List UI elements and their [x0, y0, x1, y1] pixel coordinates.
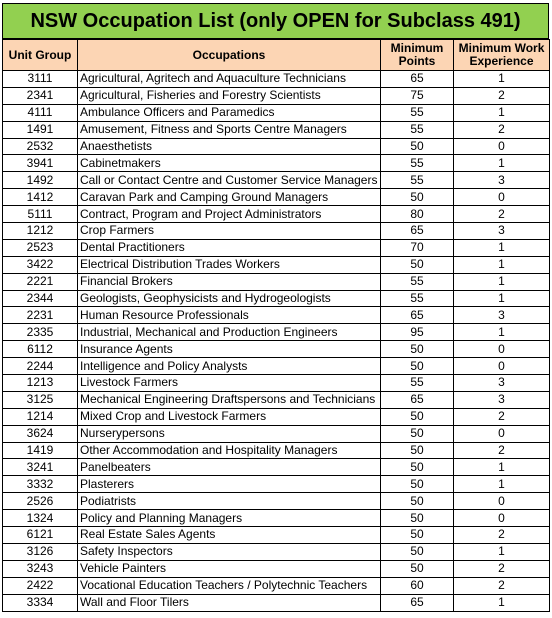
occupation-cell: Livestock Farmers: [78, 375, 381, 392]
minimum-experience-cell: 2: [454, 87, 550, 104]
minimum-points-cell: 65: [381, 307, 454, 324]
table-row: [3, 543, 550, 560]
minimum-points-cell: 50: [381, 527, 454, 544]
minimum-experience-cell: 3: [454, 375, 550, 392]
minimum-experience-cell: 2: [454, 442, 550, 459]
minimum-points-cell: 50: [381, 341, 454, 358]
unit-group-cell: 2532: [3, 138, 78, 155]
table-row: [3, 138, 550, 155]
minimum-points-cell: 50: [381, 442, 454, 459]
minimum-points-cell: 50: [381, 459, 454, 476]
minimum-experience-cell: 2: [454, 121, 550, 138]
table-row: [3, 391, 550, 408]
minimum-experience-cell: 3: [454, 223, 550, 240]
minimum-points-cell: 60: [381, 577, 454, 594]
minimum-points-cell: 55: [381, 155, 454, 172]
unit-group-cell: 3126: [3, 543, 78, 560]
table-row: [3, 476, 550, 493]
minimum-experience-cell: 1: [454, 104, 550, 121]
minimum-points-cell: 65: [381, 391, 454, 408]
unit-group-cell: 1419: [3, 442, 78, 459]
table-row: [3, 172, 550, 189]
unit-group-cell: 2422: [3, 577, 78, 594]
occupation-cell: Agricultural, Agritech and Aquaculture Technicians: [78, 71, 381, 88]
minimum-points-cell: 50: [381, 408, 454, 425]
minimum-experience-cell: 1: [454, 324, 550, 341]
occupation-cell: Geologists, Geophysicists and Hydrogeologists: [78, 290, 381, 307]
unit-group-cell: 2335: [3, 324, 78, 341]
table-row: [3, 459, 550, 476]
header-minimum-work-experience: Minimum Work Experience: [454, 40, 550, 71]
minimum-experience-cell: 1: [454, 543, 550, 560]
occupation-cell: Contract, Program and Project Administrators: [78, 206, 381, 223]
table-row: [3, 206, 550, 223]
table-row: [3, 358, 550, 375]
minimum-experience-cell: 0: [454, 425, 550, 442]
table-row: [3, 324, 550, 341]
unit-group-cell: 5111: [3, 206, 78, 223]
minimum-experience-cell: 3: [454, 307, 550, 324]
occupation-cell: Intelligence and Policy Analysts: [78, 358, 381, 375]
unit-group-cell: 2244: [3, 358, 78, 375]
occupation-cell: Podiatrists: [78, 493, 381, 510]
unit-group-cell: 2344: [3, 290, 78, 307]
minimum-points-cell: 75: [381, 87, 454, 104]
minimum-experience-cell: 2: [454, 206, 550, 223]
minimum-points-cell: 95: [381, 324, 454, 341]
unit-group-cell: 3941: [3, 155, 78, 172]
minimum-experience-cell: 0: [454, 138, 550, 155]
table-row: [3, 256, 550, 273]
minimum-experience-cell: 2: [454, 560, 550, 577]
table-row: [3, 307, 550, 324]
unit-group-cell: 2523: [3, 239, 78, 256]
table-row: [3, 527, 550, 544]
unit-group-cell: 3422: [3, 256, 78, 273]
table-row: [3, 560, 550, 577]
minimum-points-cell: 55: [381, 121, 454, 138]
occupation-cell: Anaesthetists: [78, 138, 381, 155]
unit-group-cell: 3332: [3, 476, 78, 493]
minimum-experience-cell: 0: [454, 341, 550, 358]
occupation-cell: Caravan Park and Camping Ground Managers: [78, 189, 381, 206]
occupation-cell: Policy and Planning Managers: [78, 510, 381, 527]
unit-group-cell: 1491: [3, 121, 78, 138]
minimum-points-cell: 55: [381, 172, 454, 189]
table-row: [3, 577, 550, 594]
minimum-points-cell: 80: [381, 206, 454, 223]
table-row: [3, 87, 550, 104]
unit-group-cell: 2526: [3, 493, 78, 510]
table-row: [3, 239, 550, 256]
unit-group-cell: 3334: [3, 594, 78, 611]
unit-group-cell: 1213: [3, 375, 78, 392]
minimum-points-cell: 50: [381, 560, 454, 577]
minimum-experience-cell: 0: [454, 510, 550, 527]
minimum-experience-cell: 1: [454, 476, 550, 493]
occupation-cell: Mixed Crop and Livestock Farmers: [78, 408, 381, 425]
minimum-points-cell: 50: [381, 493, 454, 510]
minimum-points-cell: 55: [381, 273, 454, 290]
unit-group-cell: 4111: [3, 104, 78, 121]
minimum-experience-cell: 3: [454, 391, 550, 408]
unit-group-cell: 2231: [3, 307, 78, 324]
header-minimum-points: Minimum Points: [381, 40, 454, 71]
minimum-experience-cell: 2: [454, 527, 550, 544]
minimum-experience-cell: 0: [454, 358, 550, 375]
minimum-experience-cell: 1: [454, 594, 550, 611]
unit-group-cell: 3243: [3, 560, 78, 577]
minimum-points-cell: 55: [381, 375, 454, 392]
minimum-points-cell: 55: [381, 290, 454, 307]
table-row: [3, 121, 550, 138]
table-row: [3, 290, 550, 307]
table-row: [3, 155, 550, 172]
minimum-points-cell: 50: [381, 256, 454, 273]
occupation-cell: Human Resource Professionals: [78, 307, 381, 324]
table-row: [3, 71, 550, 88]
occupation-cell: Plasterers: [78, 476, 381, 493]
minimum-points-cell: 50: [381, 510, 454, 527]
unit-group-cell: 6121: [3, 527, 78, 544]
minimum-points-cell: 70: [381, 239, 454, 256]
occupation-cell: Mechanical Engineering Draftspersons and Technicians: [78, 391, 381, 408]
table-row: [3, 442, 550, 459]
unit-group-cell: 3624: [3, 425, 78, 442]
minimum-points-cell: 65: [381, 223, 454, 240]
occupation-cell: Wall and Floor Tilers: [78, 594, 381, 611]
table-row: [3, 594, 550, 611]
minimum-experience-cell: 1: [454, 290, 550, 307]
minimum-experience-cell: 1: [454, 256, 550, 273]
occupation-cell: Agricultural, Fisheries and Forestry Scientists: [78, 87, 381, 104]
minimum-points-cell: 50: [381, 543, 454, 560]
occupation-cell: Vehicle Painters: [78, 560, 381, 577]
minimum-points-cell: 65: [381, 71, 454, 88]
table-row: [3, 510, 550, 527]
table-row: [3, 223, 550, 240]
occupation-cell: Insurance Agents: [78, 341, 381, 358]
unit-group-cell: 1492: [3, 172, 78, 189]
occupation-cell: Other Accommodation and Hospitality Managers: [78, 442, 381, 459]
occupation-cell: Safety Inspectors: [78, 543, 381, 560]
occupation-cell: Electrical Distribution Trades Workers: [78, 256, 381, 273]
minimum-experience-cell: 3: [454, 172, 550, 189]
occupation-cell: Crop Farmers: [78, 223, 381, 240]
minimum-experience-cell: 0: [454, 493, 550, 510]
occupation-list-sheet: [2, 3, 549, 612]
occupation-cell: Call or Contact Centre and Customer Service Managers: [78, 172, 381, 189]
occupation-cell: Nurserypersons: [78, 425, 381, 442]
table-row: [3, 425, 550, 442]
table-row: [3, 104, 550, 121]
table-header-row: [3, 40, 550, 71]
minimum-experience-cell: 1: [454, 459, 550, 476]
table-row: [3, 375, 550, 392]
occupation-cell: Cabinetmakers: [78, 155, 381, 172]
occupation-cell: Industrial, Mechanical and Production Engineers: [78, 324, 381, 341]
occupation-cell: Dental Practitioners: [78, 239, 381, 256]
minimum-experience-cell: 2: [454, 577, 550, 594]
minimum-experience-cell: 0: [454, 189, 550, 206]
occupation-cell: Financial Brokers: [78, 273, 381, 290]
minimum-points-cell: 55: [381, 104, 454, 121]
minimum-points-cell: 65: [381, 594, 454, 611]
minimum-points-cell: 50: [381, 138, 454, 155]
header-occupations: Occupations: [78, 40, 381, 71]
minimum-experience-cell: 1: [454, 155, 550, 172]
unit-group-cell: 3125: [3, 391, 78, 408]
occupation-cell: Ambulance Officers and Paramedics: [78, 104, 381, 121]
occupation-cell: Real Estate Sales Agents: [78, 527, 381, 544]
unit-group-cell: 1212: [3, 223, 78, 240]
unit-group-cell: 1324: [3, 510, 78, 527]
table-row: [3, 273, 550, 290]
unit-group-cell: 3111: [3, 71, 78, 88]
minimum-points-cell: 50: [381, 425, 454, 442]
minimum-points-cell: 50: [381, 476, 454, 493]
unit-group-cell: 1412: [3, 189, 78, 206]
header-unit-group: Unit Group: [3, 40, 78, 71]
table-row: [3, 189, 550, 206]
minimum-experience-cell: 2: [454, 408, 550, 425]
unit-group-cell: 3241: [3, 459, 78, 476]
minimum-experience-cell: 1: [454, 71, 550, 88]
unit-group-cell: 1214: [3, 408, 78, 425]
table-row: [3, 408, 550, 425]
occupation-cell: Amusement, Fitness and Sports Centre Managers: [78, 121, 381, 138]
page-title: NSW Occupation List (only OPEN for Subclass 491): [2, 3, 549, 39]
unit-group-cell: 2221: [3, 273, 78, 290]
unit-group-cell: 6112: [3, 341, 78, 358]
minimum-experience-cell: 1: [454, 239, 550, 256]
occupation-cell: Panelbeaters: [78, 459, 381, 476]
table-row: [3, 493, 550, 510]
minimum-points-cell: 50: [381, 189, 454, 206]
table-row: [3, 341, 550, 358]
minimum-experience-cell: 1: [454, 273, 550, 290]
occupation-cell: Vocational Education Teachers / Polytechnic Teachers: [78, 577, 381, 594]
occupation-table: [2, 39, 550, 612]
unit-group-cell: 2341: [3, 87, 78, 104]
minimum-points-cell: 50: [381, 358, 454, 375]
